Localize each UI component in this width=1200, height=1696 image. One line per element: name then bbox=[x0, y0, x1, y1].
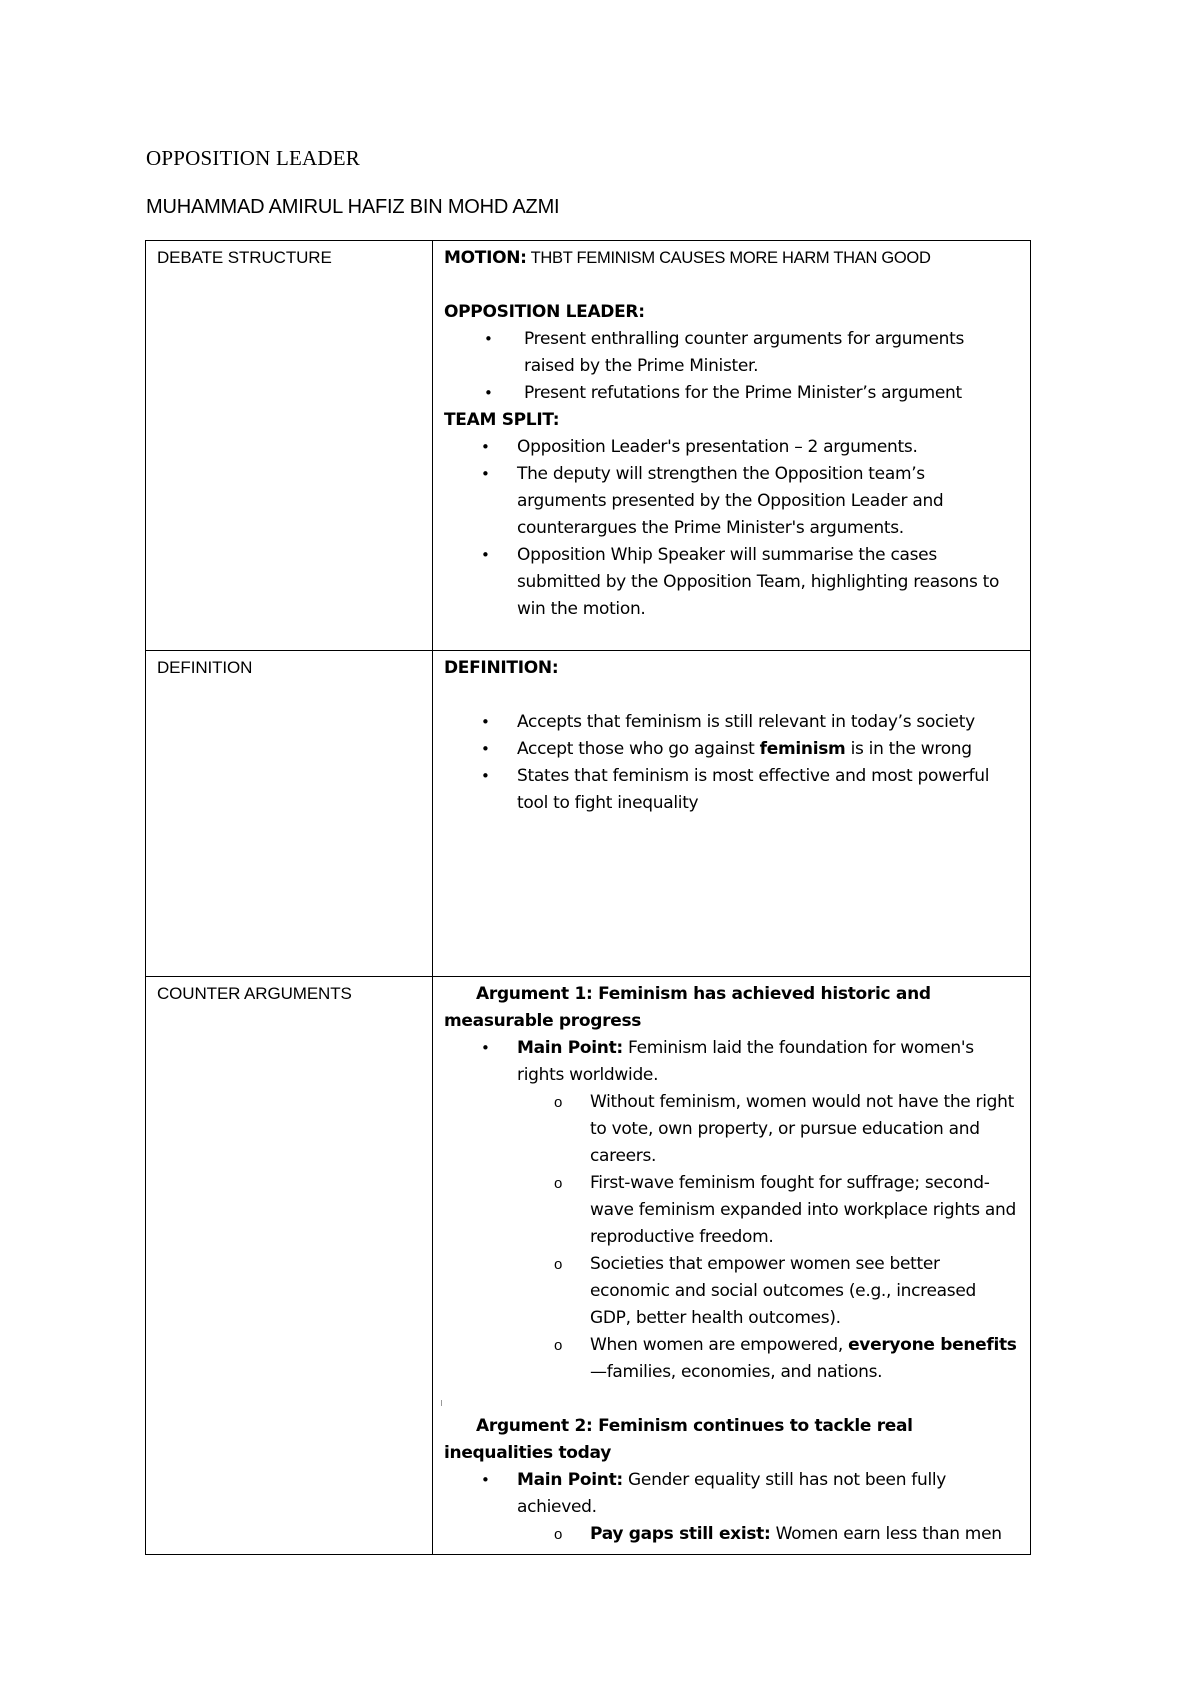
list-item-text: Present enthralling counter arguments for arguments raised by the Prime Minister. bbox=[524, 329, 965, 376]
speaker-name: MUHAMMAD AMIRUL HAFIZ BIN MOHD AZMI bbox=[146, 196, 560, 218]
list-item bbox=[444, 736, 1019, 763]
list-item-text: Opposition Whip Speaker will summarise the cases submitted by the Opposition Team, highlighting reasons to win the motion. bbox=[517, 545, 1000, 619]
debate-structure-content bbox=[433, 241, 1031, 651]
list-item-text: is in the wrong bbox=[845, 739, 972, 759]
bullet-icon: • bbox=[481, 740, 490, 758]
list-item-text: The deputy will strengthen the Opposition team’s arguments presented by the Opposition Leader and counterargues the Prime Minister's arguments. bbox=[517, 464, 944, 538]
list-item-text: —families, economies, and nations. bbox=[590, 1362, 883, 1382]
team-split-heading: TEAM SPLIT: bbox=[444, 410, 560, 430]
list-item bbox=[444, 461, 1019, 542]
argument-2-list bbox=[444, 1467, 1019, 1548]
argument-2-sublist bbox=[517, 1521, 1019, 1548]
row-label-counter-arguments: COUNTER ARGUMENTS bbox=[146, 977, 433, 1555]
list-item bbox=[444, 1467, 1019, 1548]
list-item bbox=[517, 1521, 1019, 1548]
list-item bbox=[517, 1251, 1019, 1332]
definition-content bbox=[433, 651, 1031, 977]
list-item-text: States that feminism is most effective and most powerful tool to fight inequality bbox=[517, 766, 990, 813]
list-item bbox=[444, 380, 1019, 407]
argument-1-sublist bbox=[517, 1089, 1019, 1386]
list-item-text: Accept those who go against bbox=[517, 739, 760, 759]
sub-bullet-icon: o bbox=[554, 1094, 563, 1111]
role-title: OPPOSITION LEADER bbox=[146, 146, 360, 170]
row-label-debate-structure: DEBATE STRUCTURE bbox=[146, 241, 433, 651]
argument-2-heading: Argument 2: Feminism continues to tackle real inequalities today bbox=[444, 1416, 913, 1463]
table-row-counter-arguments bbox=[146, 977, 1031, 1555]
definition-heading: DEFINITION: bbox=[444, 658, 559, 678]
main-point-label: Main Point: bbox=[517, 1470, 623, 1490]
sub-bullet-icon: o bbox=[554, 1256, 563, 1273]
team-split-list bbox=[444, 434, 1019, 623]
list-item-text: Without feminism, women would not have the right to vote, own property, or pursue education and careers. bbox=[590, 1092, 1014, 1166]
list-item-text: Women earn less than men bbox=[770, 1524, 1002, 1544]
table-row-definition bbox=[146, 651, 1031, 977]
list-item-text: Societies that empower women see better economic and social outcomes (e.g., increased GDP, better health outcomes). bbox=[590, 1254, 976, 1328]
debate-table bbox=[145, 240, 1031, 1555]
list-item bbox=[444, 326, 1019, 380]
list-item bbox=[517, 1089, 1019, 1170]
motion-line bbox=[444, 245, 1019, 272]
bullet-icon: • bbox=[484, 384, 493, 402]
list-item-text: Present refutations for the Prime Minister’s argument bbox=[524, 383, 962, 403]
argument-1-list bbox=[444, 1035, 1019, 1386]
list-item-text: First-wave feminism fought for suffrage; second-wave feminism expanded into workplace rights and reproductive freedom. bbox=[590, 1173, 1016, 1247]
bullet-icon: • bbox=[481, 438, 490, 456]
table-row-debate-structure bbox=[146, 241, 1031, 651]
list-item bbox=[517, 1332, 1019, 1386]
counter-arguments-content bbox=[433, 977, 1031, 1555]
opposition-leader-heading: OPPOSITION LEADER: bbox=[444, 302, 645, 322]
main-point-label: Main Point: bbox=[517, 1038, 623, 1058]
row-label-definition: DEFINITION bbox=[146, 651, 433, 977]
list-item-text: Opposition Leader's presentation – 2 arguments. bbox=[517, 437, 918, 457]
main-point-text: Feminism laid the foundation for women's rights worldwide. bbox=[517, 1038, 974, 1085]
motion-label: MOTION: bbox=[444, 248, 527, 268]
argument-1-heading: Argument 1: Feminism has achieved historic and measurable progress bbox=[444, 984, 931, 1031]
bullet-icon: • bbox=[481, 767, 490, 785]
list-item bbox=[517, 1170, 1019, 1251]
list-item-emphasis: everyone benefits bbox=[848, 1335, 1017, 1355]
stray-mark bbox=[444, 1386, 1019, 1413]
list-item-emphasis: Pay gaps still exist: bbox=[590, 1524, 771, 1544]
sub-bullet-icon: o bbox=[554, 1175, 563, 1192]
bullet-icon: • bbox=[481, 1471, 490, 1489]
sub-bullet-icon: o bbox=[554, 1337, 563, 1354]
motion-text: THBT FEMINISM CAUSES MORE HARM THAN GOOD bbox=[526, 249, 931, 267]
bullet-icon: • bbox=[481, 546, 490, 564]
bullet-icon: • bbox=[484, 330, 493, 348]
opposition-leader-list bbox=[444, 326, 1019, 407]
list-item bbox=[444, 434, 1019, 461]
sub-bullet-icon: o bbox=[554, 1526, 563, 1543]
definition-list bbox=[444, 709, 1019, 817]
list-item-emphasis: feminism bbox=[759, 739, 846, 759]
list-item bbox=[444, 763, 1019, 817]
bullet-icon: • bbox=[481, 713, 490, 731]
list-item bbox=[444, 1035, 1019, 1386]
list-item bbox=[444, 542, 1019, 623]
bullet-icon: • bbox=[481, 1039, 490, 1057]
bullet-icon: • bbox=[481, 465, 490, 483]
list-item bbox=[444, 709, 1019, 736]
main-point-text: Gender equality still has not been fully achieved. bbox=[517, 1470, 947, 1517]
list-item-text: When women are empowered, bbox=[590, 1335, 849, 1355]
list-item-text: Accepts that feminism is still relevant in today’s society bbox=[517, 712, 975, 732]
